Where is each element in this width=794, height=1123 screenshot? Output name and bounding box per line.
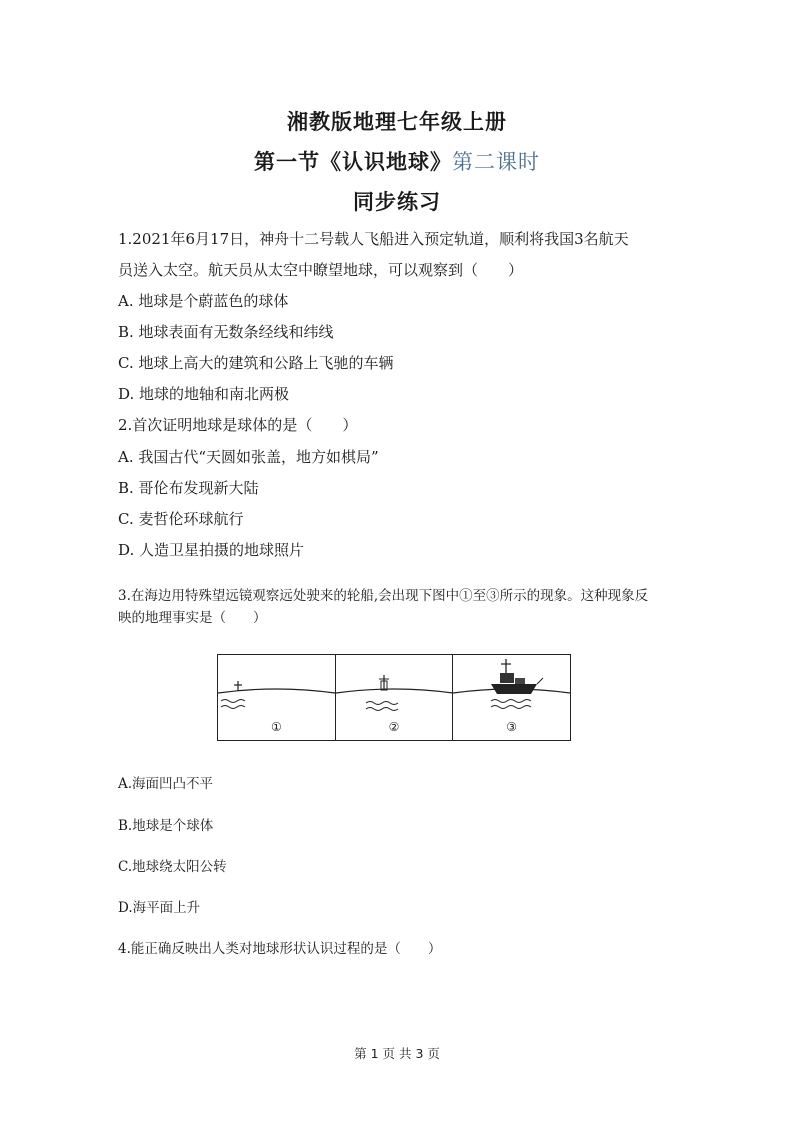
q2-option-b: B. 哥伦布发现新大陆 — [118, 479, 259, 497]
figure-panel-2 — [336, 655, 454, 740]
title-2-accent: 第二课时 — [452, 150, 540, 174]
q1-option-b: B. 地球表面有无数条经线和纬线 — [118, 323, 334, 341]
figure-label-2: ② — [388, 720, 400, 734]
figure-panel-3 — [453, 655, 570, 740]
q3-option-c: C.地球绕太阳公转 — [118, 859, 227, 875]
q3-option-d: D.海平面上升 — [118, 900, 201, 916]
q1-option-d: D. 地球的地轴和南北两极 — [118, 385, 290, 403]
figure-panel-1 — [218, 655, 336, 740]
page-title-3: 同步练习 — [353, 189, 441, 214]
q1-option-c: C. 地球上高大的建筑和公路上飞驰的车辆 — [118, 354, 394, 372]
title-2-main: 第一节《认识地球》 — [254, 149, 452, 174]
q1-option-a: A. 地球是个蔚蓝色的球体 — [118, 292, 289, 310]
q3-stem-line-1: 3.在海边用特殊望远镜观察远处驶来的轮船,会出现下图中①至③所示的现象。这种现象反 — [118, 588, 649, 604]
q3-option-a: A.海面凹凸不平 — [118, 776, 214, 792]
figure-label-1: ① — [270, 720, 282, 734]
q4-stem: 4.能正确反映出人类对地球形状认识过程的是（ ） — [118, 941, 442, 957]
q2-option-a: A. 我国古代“天圆如张盖，地方如棋局” — [118, 448, 379, 466]
q1-stem-line-2: 员送入太空。航天员从太空中瞭望地球，可以观察到（ ） — [118, 261, 524, 279]
page-footer: 第 1 页 共 3 页 — [354, 1046, 440, 1061]
q3-option-b: B.地球是个球体 — [118, 818, 214, 834]
q1-stem-line-1: 1.2021年6月17日，神舟十二号载人飞船进入预定轨道，顺利将我国3名航天 — [118, 230, 629, 248]
page-title-1: 湘教版地理七年级上册 — [287, 109, 507, 134]
q3-stem-line-2: 映的地理事实是（ ） — [118, 610, 267, 626]
q2-stem: 2.首次证明地球是球体的是（ ） — [118, 416, 358, 434]
q2-option-d: D. 人造卫星拍摄的地球照片 — [118, 541, 305, 559]
q2-option-c: C. 麦哲伦环球航行 — [118, 510, 244, 528]
ship-observation-figure — [217, 654, 571, 741]
figure-label-3: ③ — [506, 720, 518, 734]
page-title-2 — [0, 146, 794, 176]
